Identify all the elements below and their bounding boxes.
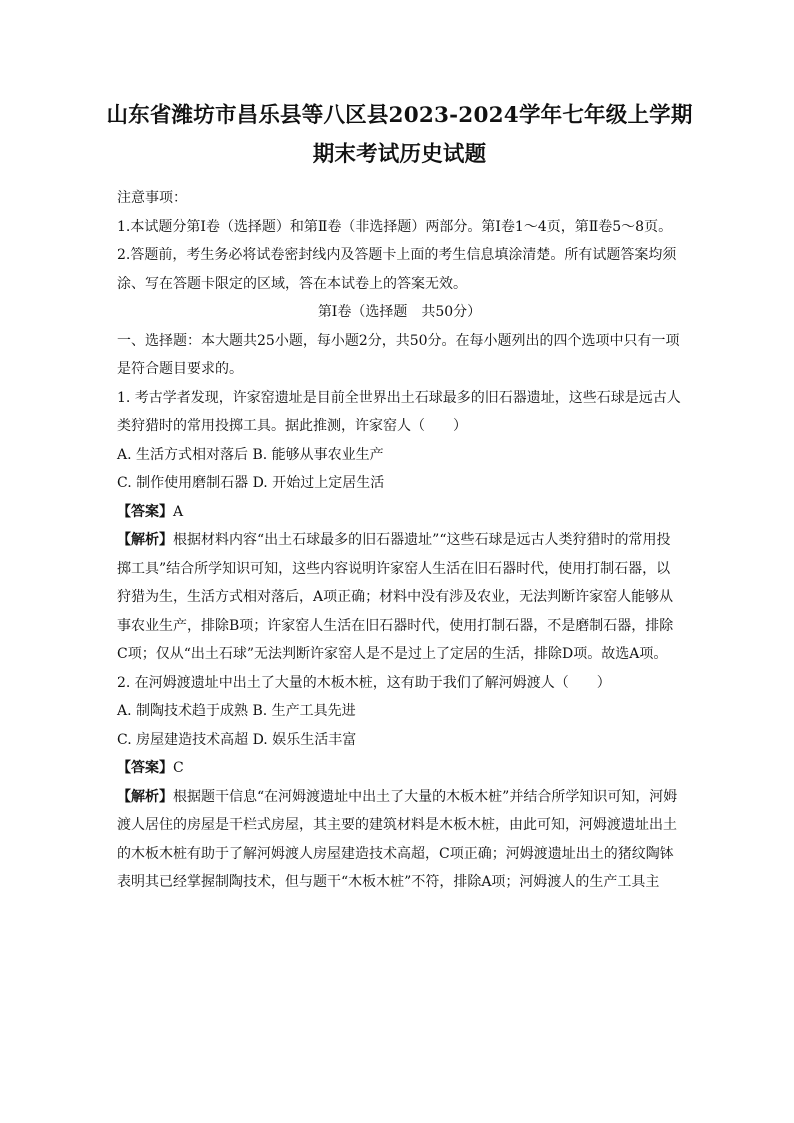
analysis-text: 根据材料内容“出土石球最多的旧石器遗址”“这些石球是远古人类狩猎时的常用投掷工具”结合所学知识可知，这些内容说明许家窑人生活在旧石器时代，使用打制石器，以狩猎为生，生活方式相对落后，A项正确；材料中没有涉及农业，无法判断许家窑人能够从事农业生产，排除B项；许家窑人生活在旧石器时代，使用打制石器，不是磨制石器，排除C项；仅从“出土石球”无法判断许家窑人是不是过上了定居的生活，排除D项。故选A项。 xyxy=(117,532,674,662)
title-line-1: 山东省潍坊市昌乐县等八区县2023-2024学年七年级上学期 xyxy=(106,103,693,128)
exam-body xyxy=(117,184,682,897)
question-1-answer xyxy=(117,498,682,527)
question-2-options-cd: C. 房屋建造技术高超 D. 娱乐生活丰富 xyxy=(117,731,357,748)
answer-value: C xyxy=(173,760,184,776)
section-instructions: 一、选择题：本大题共25小题，每小题2分，共50分。在每小题列出的四个选项中只有一项是符合题目要求的。 xyxy=(117,332,680,377)
title-line-2: 期末考试历史试题 xyxy=(312,142,487,167)
section-title: 第Ⅰ卷（选择题 共50分） xyxy=(317,304,482,320)
exam-title xyxy=(101,96,698,174)
question-1-options-cd: C. 制作使用磨制石器 D. 开始过上定居生活 xyxy=(117,475,385,491)
notice-heading: 注意事项： xyxy=(117,190,187,206)
answer-label: 【答案】 xyxy=(117,760,173,776)
question-2-stem: 2. 在河姆渡遗址中出土了大量的木板木桩，这有助于我们了解河姆渡人（ ） xyxy=(117,674,611,691)
analysis-label: 【解析】 xyxy=(117,532,173,548)
question-2-answer xyxy=(117,754,682,783)
question-2-options-ab: A. 制陶技术趋于成熟 B. 生产工具先进 xyxy=(117,703,356,719)
notice-item-1: 1.本试题分第Ⅰ卷（选择题）和第Ⅱ卷（非选择题）两部分。第Ⅰ卷1～4页，第Ⅱ卷5～8页。 xyxy=(117,218,673,235)
question-1-options-ab: A. 生活方式相对落后 B. 能够从事农业生产 xyxy=(117,446,384,463)
answer-value: A xyxy=(173,503,184,520)
question-1-stem: 1. 考古学者发现，许家窑遗址是目前全世界出土石球最多的旧石器遗址，这些石球是远古人类狩猎时的常用投掷工具。据此推测，许家窑人（ ） xyxy=(117,389,681,434)
analysis-text: 根据题干信息“在河姆渡遗址中出土了大量的木板木桩”并结合所学知识可知，河姆渡人居住的房屋是干栏式房屋，其主要的建筑材料是木板木桩，由此可知，河姆渡遗址出土的木板木桩有助于了解河姆渡人房屋建造技术高超，C项正确；河姆渡遗址出土的猪纹陶钵表明其已经掌握制陶技术，但与题干“木板木桩”不符，排除A项；河姆渡人的生产工具主 xyxy=(117,788,678,890)
notice-item-2: 2.答题前，考生务必将试卷密封线内及答题卡上面的考生信息填涂清楚。所有试题答案均须涂、写在答题卡限定的区域，答在本试卷上的答案无效。 xyxy=(117,247,677,292)
question-2-analysis xyxy=(117,783,682,897)
answer-label: 【答案】 xyxy=(117,503,173,520)
analysis-label: 【解析】 xyxy=(117,788,173,805)
question-1-analysis xyxy=(117,526,682,669)
